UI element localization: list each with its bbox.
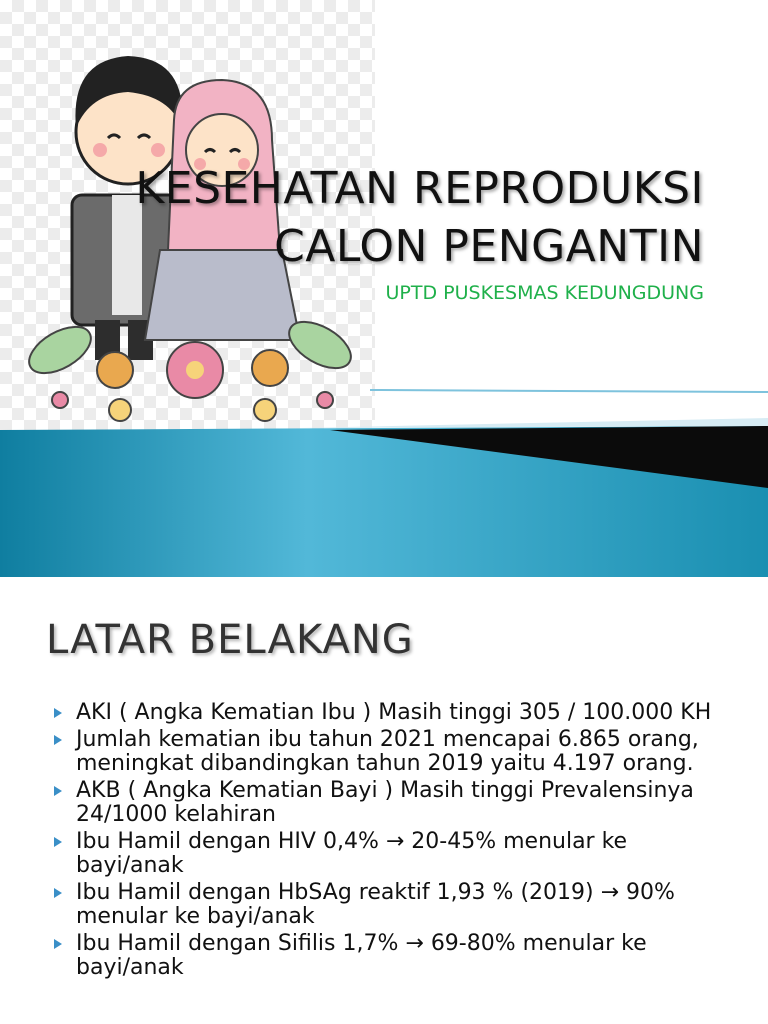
title-line-2: CALON PENGANTIN [274,221,704,272]
section-heading: LATAR BELAKANG [46,617,414,663]
triangle-bullet-icon [54,708,62,718]
bullet-text: Jumlah kematian ibu tahun 2021 mencapai 6.865 orang, meningkat dibandingkan tahun 2019 yaitu 4.197 orang. [76,727,699,776]
bullet-text: Ibu Hamil dengan HIV 0,4% → 20-45% menular ke bayi/anak [76,829,628,878]
list-item [50,830,740,878]
list-item [50,932,740,980]
bullet-text: Ibu Hamil dengan Sifilis 1,7% → 69-80% menular ke bayi/anak [76,931,647,980]
list-item [50,728,740,776]
title-line-1: KESEHATAN REPRODUKSI [135,163,704,214]
decorative-band [0,380,768,577]
slide-title [84,160,704,276]
triangle-bullet-icon [54,735,62,745]
triangle-bullet-icon [54,786,62,796]
list-item [50,881,740,929]
content-slide [0,577,768,1024]
bullet-list [50,701,740,983]
triangle-bullet-icon [54,939,62,949]
bullet-text: AKI ( Angka Kematian Ibu ) Masih tinggi 305 / 100.000 KH [76,700,712,725]
bullet-text: AKB ( Angka Kematian Bayi ) Masih tinggi Prevalensinya 24/1000 kelahiran [76,778,694,827]
list-item [50,701,740,725]
bullet-text: Ibu Hamil dengan HbSAg reaktif 1,93 % (2019) → 90% menular ke bayi/anak [76,880,675,929]
triangle-bullet-icon [54,837,62,847]
slide-subtitle: UPTD PUSKESMAS KEDUNGDUNG [385,282,704,304]
list-item [50,779,740,827]
triangle-bullet-icon [54,888,62,898]
